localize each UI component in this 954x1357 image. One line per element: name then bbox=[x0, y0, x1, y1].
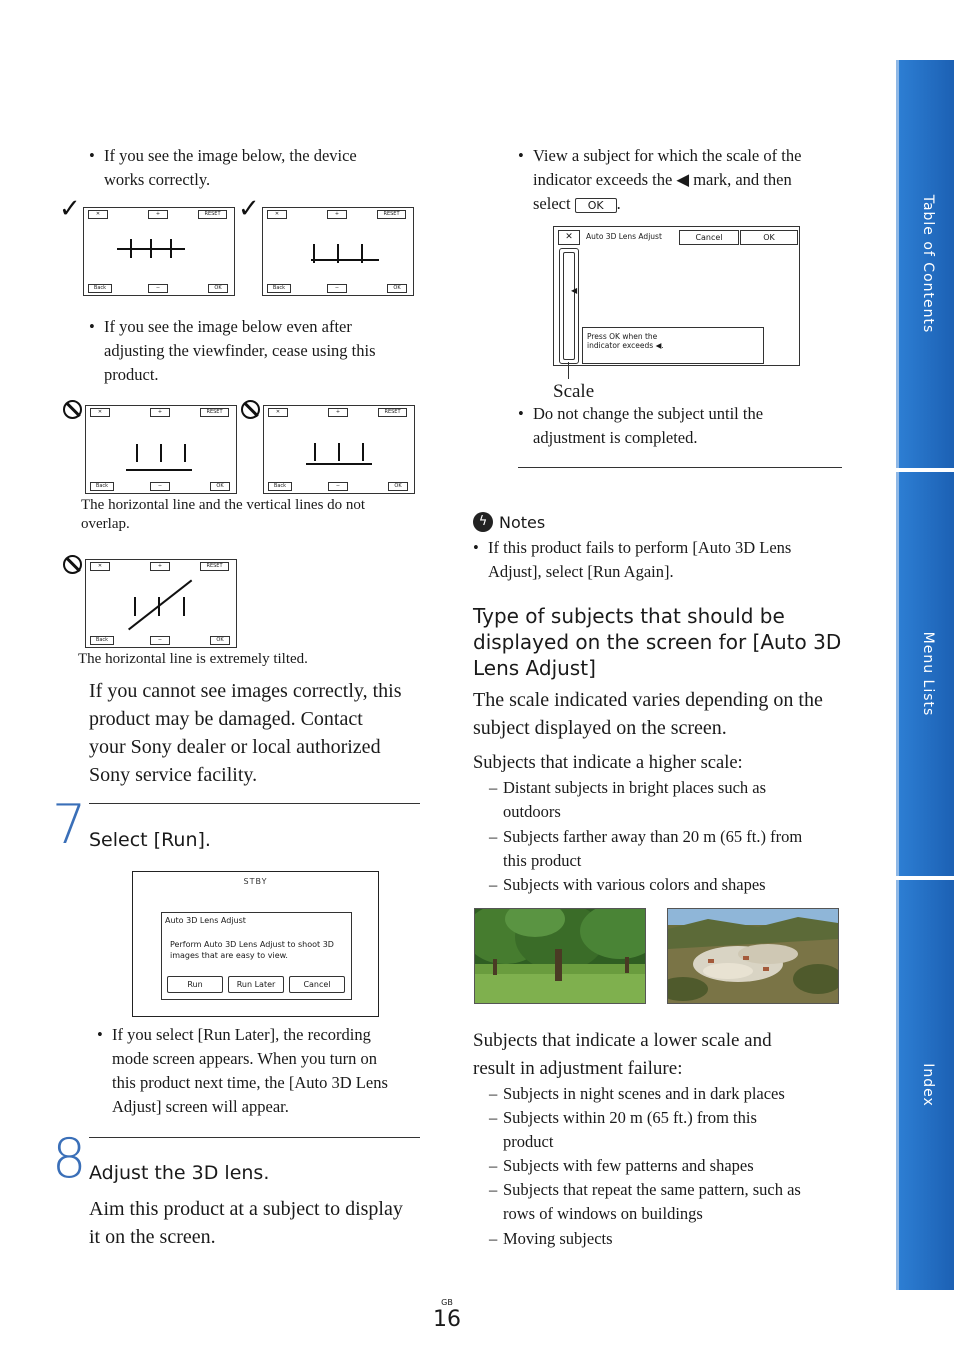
run-dialog-screen bbox=[132, 871, 379, 1017]
tab-index-label: Index bbox=[920, 1063, 936, 1107]
check-icon: ✓ bbox=[59, 194, 81, 224]
check-icon: ✓ bbox=[238, 194, 260, 224]
photo-park-trees bbox=[474, 908, 646, 1004]
section-heading: Type of subjects that should be displayed on the screen for [Auto 3D Lens Adjust] bbox=[473, 604, 842, 680]
run-button[interactable]: Run bbox=[167, 976, 223, 993]
region-code: GB bbox=[441, 1298, 453, 1307]
dialog-message: Perform Auto 3D Lens Adjust to shoot 3D images that are easy to view. bbox=[170, 940, 334, 960]
step-7-number: 7 bbox=[52, 793, 87, 856]
scale-message-box: Press OK when the indicator exceeds ◀. bbox=[582, 327, 764, 364]
notes-title: Notes bbox=[499, 513, 546, 532]
tab-toc-label: Table of Contents bbox=[920, 194, 936, 334]
stby-indicator: STBY bbox=[243, 877, 268, 886]
scale-bar bbox=[559, 248, 579, 364]
lower-scale-title: Subjects that indicate a lower scale and result in adjustment failure: bbox=[473, 1030, 772, 1079]
tab-table-of-contents[interactable] bbox=[896, 60, 954, 468]
divider bbox=[89, 803, 420, 804]
page-number: 16 bbox=[433, 1307, 461, 1332]
run-later-button[interactable]: Run Later bbox=[228, 976, 284, 993]
scale-label: Scale bbox=[553, 381, 595, 402]
prohibited-icon bbox=[63, 400, 82, 419]
caption-tilted: The horizontal line is extremely tilted. bbox=[78, 651, 308, 667]
dialog-box bbox=[161, 912, 352, 1000]
tab-index[interactable] bbox=[896, 880, 954, 1290]
step-8-paragraph: Aim this product at a subject to display it on the screen. bbox=[89, 1198, 403, 1248]
scale-pointer-line bbox=[568, 362, 569, 379]
correct-screen-2: ✕ + RESET Back − OK bbox=[262, 207, 414, 296]
scale-ok-button[interactable]: OK bbox=[740, 230, 798, 245]
scale-mark-icon: ◀ bbox=[571, 286, 578, 295]
step-8-number: 8 bbox=[52, 1127, 87, 1190]
scale-screen-title: Auto 3D Lens Adjust bbox=[586, 232, 662, 241]
step-8-title: Adjust the 3D lens. bbox=[89, 1162, 270, 1184]
tab-menu-lists[interactable] bbox=[896, 472, 954, 876]
tab-menu-label: Menu Lists bbox=[920, 631, 936, 717]
prohibited-icon bbox=[241, 400, 260, 419]
dialog-title: Auto 3D Lens Adjust bbox=[165, 916, 246, 925]
scale-screen bbox=[553, 226, 800, 366]
notes-icon: ϟ bbox=[473, 512, 493, 532]
scale-paragraph: The scale indicated varies depending on the subject displayed on the screen. bbox=[473, 689, 823, 739]
divider bbox=[89, 1137, 420, 1138]
photo-hillside-village bbox=[667, 908, 839, 1004]
step-7-title: Select [Run]. bbox=[89, 829, 211, 851]
divider bbox=[518, 467, 842, 468]
incorrect-screen-2: ✕ + RESET Back − OK bbox=[263, 405, 415, 494]
scale-cancel-button[interactable]: Cancel bbox=[679, 230, 739, 245]
cancel-button[interactable]: Cancel bbox=[289, 976, 345, 993]
correct-screen-1: ✕ + RESET Back − OK bbox=[83, 207, 235, 296]
incorrect-screen-3: ✕ + RESET Back − OK bbox=[85, 559, 237, 648]
higher-scale-title: Subjects that indicate a higher scale: bbox=[473, 753, 743, 773]
ok-button-icon: OK bbox=[575, 198, 617, 213]
prohibited-icon bbox=[63, 555, 82, 574]
damage-paragraph: If you cannot see images correctly, this product may be damaged. Contact your Sony dealer or local authorized Sony service facility. bbox=[89, 680, 402, 786]
close-icon[interactable]: ✕ bbox=[558, 230, 580, 245]
caption-overlap: The horizontal line and the vertical lines do not overlap. bbox=[81, 497, 366, 532]
incorrect-screen-1: ✕ + RESET Back − OK bbox=[85, 405, 237, 494]
